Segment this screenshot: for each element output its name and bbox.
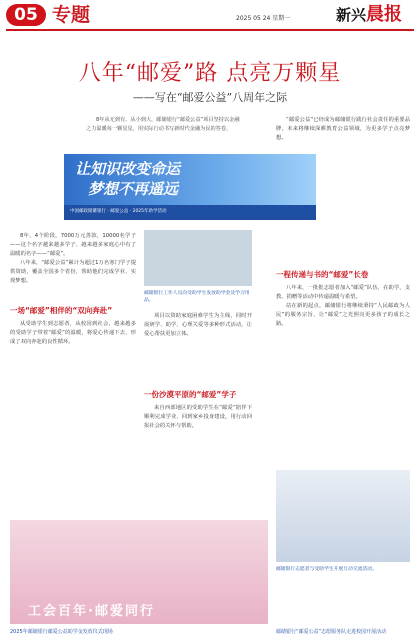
section-title: 专题 xyxy=(52,4,91,26)
photo-3 xyxy=(276,470,410,562)
article-column-3 xyxy=(276,116,410,143)
issue-date: 2025 05 24 星期一 xyxy=(236,15,291,22)
paragraph: 站在新的起点，邮储银行将继续秉持“人民邮政为人民”的服务宗旨，让“邮爱”之光照亮更多孩子的成长之路。 xyxy=(276,302,410,327)
photo-1-caption: 邮储银行工作人员向受助学生发放助学金及学习用品。 xyxy=(144,291,250,303)
headline-subtitle: ——写在“邮爱公益”八周年之际 xyxy=(132,91,288,104)
subheading-1: 一场“邮爱”相伴的“双向奔赴” xyxy=(10,306,113,315)
header-divider xyxy=(6,29,414,31)
banner-slogan-1: 让知识改变命运 xyxy=(75,160,181,178)
subheading-3: 一程传递与书的“邮爱”长卷 xyxy=(276,270,369,279)
paragraph: 8年，4个阶段，7000万元善款，10000名学子——这个名字越来越多学子、越来越多家庭心中有了温暖的名字——“邮爱”。 xyxy=(10,233,136,257)
footer-caption-right: 邮储银行“邮爱公益”志愿服务队走进校园开展活动 xyxy=(276,629,387,635)
paragraph: 八年来，一批批志愿者加入“邮爱”队伍，在助学、支教、捐赠等活动中传递温暖与希望。 xyxy=(276,285,410,300)
paragraph: 项目以资助家庭困难学生为主线，同时开展研学、助学、心理关爱等多种形式活动，让爱心帮扶更加立体。 xyxy=(144,313,252,337)
article-column-2 xyxy=(144,312,252,339)
photo-1 xyxy=(144,230,252,286)
page-number-badge: 05 xyxy=(6,4,46,26)
article-column-3b xyxy=(276,284,410,329)
footer-caption-left: 2025年邮储银行邮爱公益助学金发放仪式现场 xyxy=(10,629,113,635)
article-column-1 xyxy=(10,232,136,285)
headline-title: 八年“邮爱”路 点亮万颗星 xyxy=(78,61,342,86)
paragraph: “邮爱公益”已经成为邮储银行践行社会责任的重要品牌，未来将继续深耕教育公益领域，为更多学子点亮梦想。 xyxy=(276,117,410,141)
paragraph: 从受助学生到志愿者，从校园到社会，越来越多的受助学子带着“邮爱”的温暖，将爱心传递下去，形成了双向奔赴的良性循环。 xyxy=(10,321,136,345)
subheading-2: 一份沙漠平原的“邮爱”学子 xyxy=(144,390,237,399)
intro-paragraph: 8年从无到有、从小到大，邮储银行“邮爱公益”项目坚持以金融之力温暖每一颗星星，用实际行动书写新时代金融为民的答卷。 xyxy=(86,117,240,132)
article-column-1b xyxy=(10,320,136,347)
photo-bottom-text: 工会百年·邮爱同行 xyxy=(28,604,155,619)
paragraph: 来自西部地区的受助学生在“邮爱”陪伴下顺利完成学业，回到家乡投身建设，用行动回报社会的关怀与帮助。 xyxy=(144,405,252,429)
paragraph: 八年来，“邮爱公益”累计为超过1万名寒门学子提供资助，覆盖全国多个省份，帮助他们完成学业、实现梦想。 xyxy=(10,259,136,284)
newspaper-logo: 新兴晨报 xyxy=(336,4,403,25)
photo-3-caption: 邮储银行志愿者与受助学生开展互动交流活动。 xyxy=(276,567,377,572)
banner-caption: 中国邮政储蓄银行 · 邮爱公益 · 2025年助学活动 xyxy=(70,209,167,214)
banner-slogan-2: 梦想不再遥远 xyxy=(88,180,179,198)
article-column-2b xyxy=(144,404,252,431)
